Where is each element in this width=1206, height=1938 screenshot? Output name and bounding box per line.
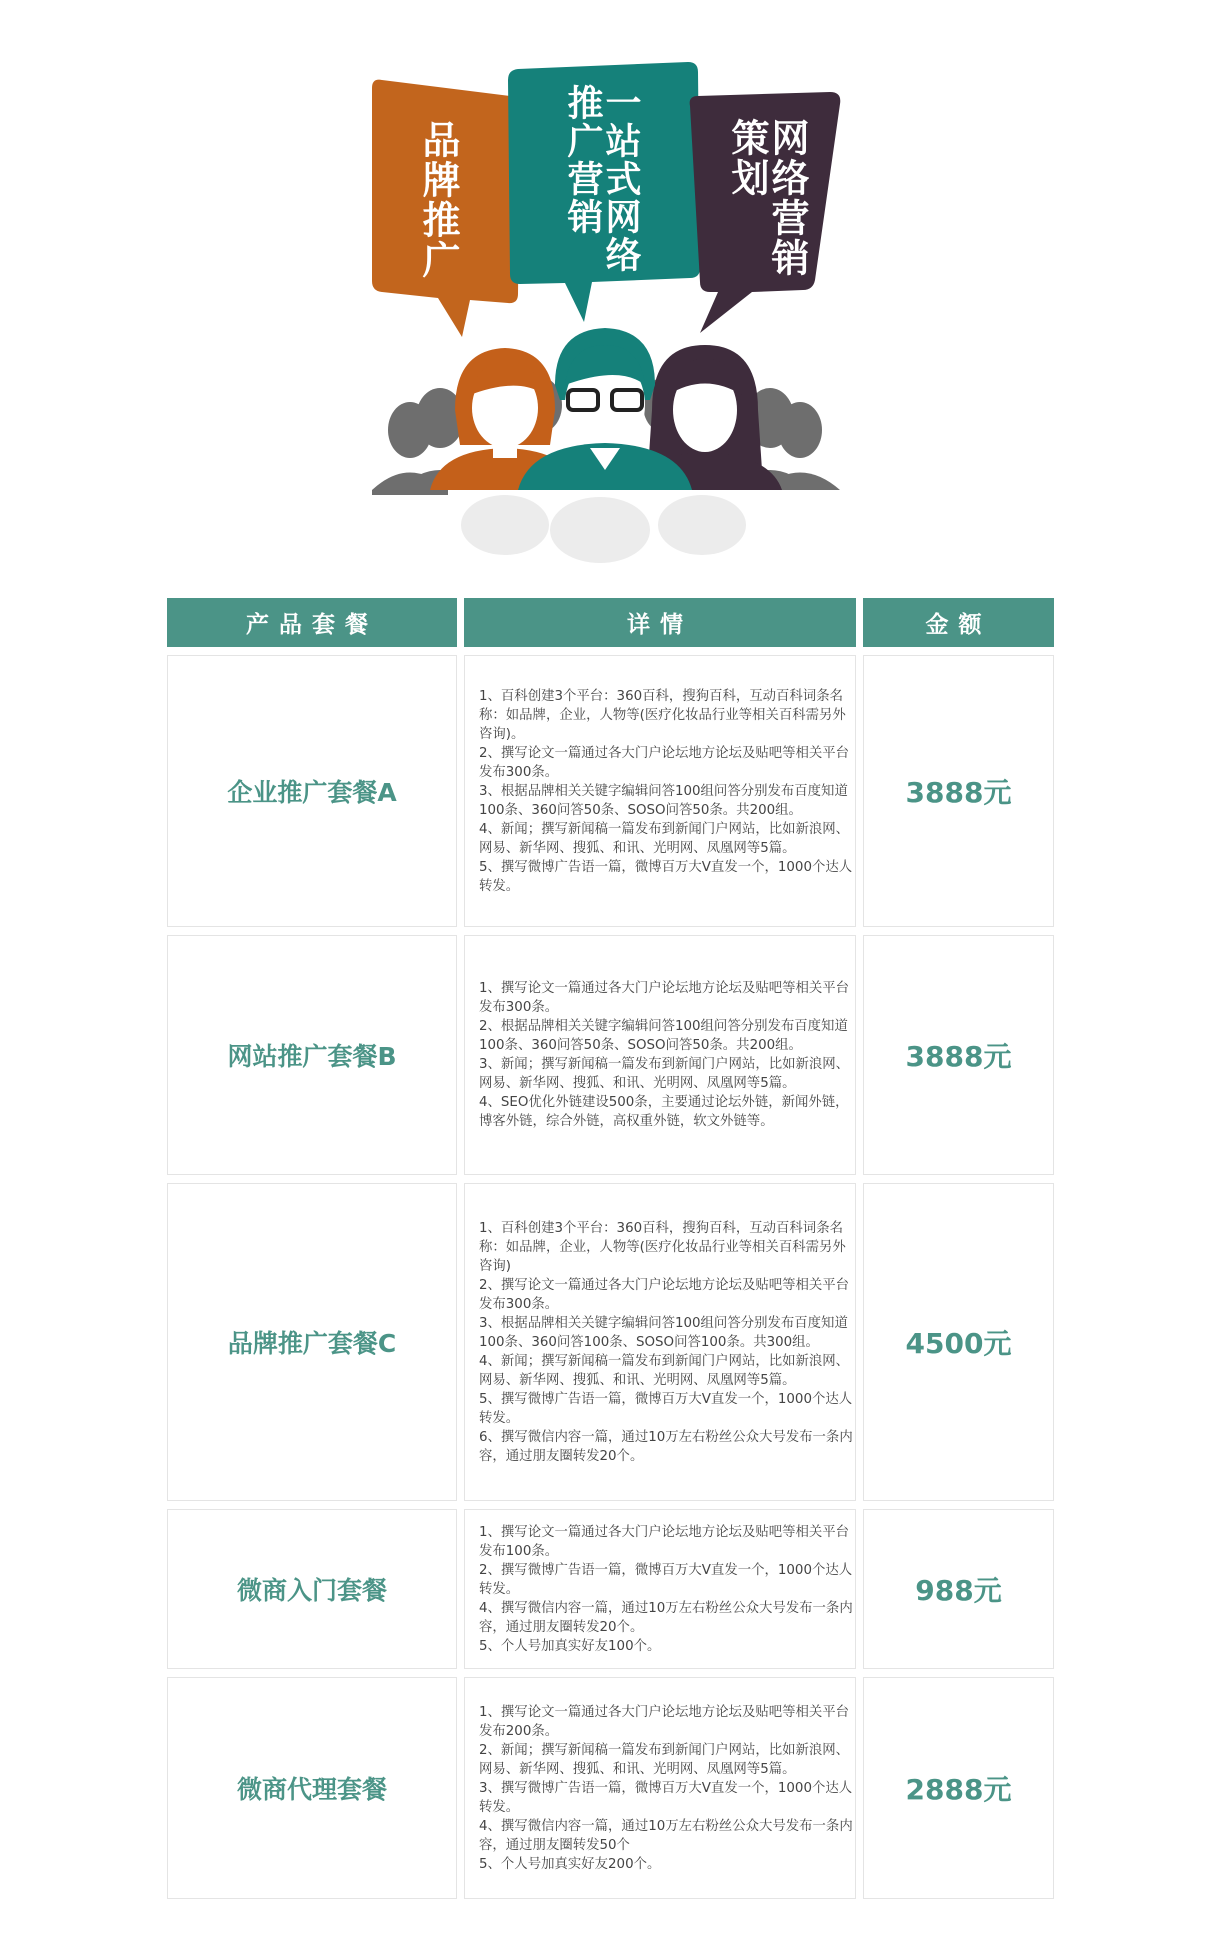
package-table	[167, 598, 1054, 1907]
bubble-one-stop-marketing: 一站式网络推广营销	[562, 84, 641, 274]
table-row	[167, 1509, 1054, 1669]
detail-item: 1、百科创建3个平台：360百科，搜狗百科，互动百科词条名称：如品牌，企业，人物等(医疗化妆品行业等相关百科需另外咨询)。	[479, 688, 846, 742]
detail-item: 1、撰写论文一篇通过各大门户论坛地方论坛及贴吧等相关平台发布200条。	[479, 1704, 850, 1739]
package-price: 3888元	[863, 655, 1054, 927]
bubble-online-marketing-planning: 网络营销策划	[725, 118, 809, 278]
header-product-package: 产品套餐	[167, 598, 457, 647]
detail-item: 5、撰写微博广告语一篇，微博百万大V直发一个，1000个达人转发。	[479, 1391, 853, 1426]
package-price: 2888元	[863, 1677, 1054, 1899]
detail-item: 3、根据品牌相关关键字编辑问答100组问答分别发布百度知道100条、360问答50条、SOSO问答50条。共200组。	[479, 783, 848, 818]
header-details: 详情	[464, 598, 856, 647]
table-row	[167, 935, 1054, 1175]
detail-item: 2、根据品牌相关关键字编辑问答100组问答分别发布百度知道100条、360问答50条、SOSO问答50条。共200组。	[479, 1019, 848, 1053]
package-details	[464, 1183, 856, 1501]
detail-item: 1、百科创建3个平台：360百科，搜狗百科，互动百科词条名称：如品牌，企业，人物等(医疗化妆品行业等相关百科需另外咨询)	[479, 1220, 846, 1274]
package-details	[464, 655, 856, 927]
package-price: 3888元	[863, 935, 1054, 1175]
detail-item: 4、新闻；撰写新闻稿一篇发布到新闻门户网站，比如新浪网、网易、新华网、搜狐、和讯、光明网、凤凰网等5篇。	[479, 1353, 850, 1388]
detail-item: 3、撰写微博广告语一篇，微博百万大V直发一个，1000个达人转发。	[479, 1780, 853, 1815]
detail-item: 4、撰写微信内容一篇，通过10万左右粉丝公众大号发布一条内容，通过朋友圈转发50个	[479, 1818, 853, 1853]
package-price: 988元	[863, 1509, 1054, 1669]
detail-item: 1、撰写论文一篇通过各大门户论坛地方论坛及贴吧等相关平台发布100条。	[479, 1524, 850, 1559]
package-details	[464, 935, 856, 1175]
table-header	[167, 598, 1054, 647]
detail-item: 5、个人号加真实好友200个。	[479, 1856, 661, 1872]
detail-item: 6、撰写微信内容一篇，通过10万左右粉丝公众大号发布一条内容，通过朋友圈转发20个。	[479, 1429, 853, 1464]
detail-item: 4、撰写微信内容一篇，通过10万左右粉丝公众大号发布一条内容，通过朋友圈转发20个。	[479, 1600, 853, 1635]
detail-item: 2、新闻；撰写新闻稿一篇发布到新闻门户网站，比如新浪网、网易、新华网、搜狐、和讯、光明网、凤凰网等5篇。	[479, 1742, 850, 1777]
detail-item: 5、个人号加真实好友100个。	[479, 1638, 661, 1654]
detail-item: 4、SEO优化外链建设500条，主要通过论坛外链，新闻外链，博客外链，综合外链，高权重外链，软文外链等。	[479, 1095, 849, 1129]
bubble-brand-promotion: 品牌推广	[416, 120, 460, 280]
package-name: 网站推广套餐B	[167, 935, 457, 1175]
table-row	[167, 1677, 1054, 1899]
table-row	[167, 1183, 1054, 1501]
detail-item: 5、撰写微博广告语一篇，微博百万大V直发一个，1000个达人转发。	[479, 859, 853, 894]
detail-item: 4、新闻；撰写新闻稿一篇发布到新闻门户网站，比如新浪网、网易、新华网、搜狐、和讯、光明网、凤凰网等5篇。	[479, 821, 850, 856]
package-details	[464, 1677, 856, 1899]
package-name: 企业推广套餐A	[167, 655, 457, 927]
detail-item: 2、撰写论文一篇通过各大门户论坛地方论坛及贴吧等相关平台发布300条。	[479, 745, 850, 780]
package-name: 微商入门套餐	[167, 1509, 457, 1669]
detail-item: 3、新闻；撰写新闻稿一篇发布到新闻门户网站，比如新浪网、网易、新华网、搜狐、和讯、光明网、凤凰网等5篇。	[479, 1057, 850, 1091]
package-name: 品牌推广套餐C	[167, 1183, 457, 1501]
package-price: 4500元	[863, 1183, 1054, 1501]
hero-illustration	[0, 0, 1206, 570]
package-name: 微商代理套餐	[167, 1677, 457, 1899]
detail-item: 3、根据品牌相关关键字编辑问答100组问答分别发布百度知道100条、360问答100条、SOSO问答100条。共300组。	[479, 1315, 848, 1350]
detail-item: 2、撰写论文一篇通过各大门户论坛地方论坛及贴吧等相关平台发布300条。	[479, 1277, 850, 1312]
header-price: 金额	[863, 598, 1054, 647]
detail-item: 2、撰写微博广告语一篇，微博百万大V直发一个，1000个达人转发。	[479, 1562, 853, 1597]
package-details	[464, 1509, 856, 1669]
table-row	[167, 655, 1054, 927]
detail-item: 1、撰写论文一篇通过各大门户论坛地方论坛及贴吧等相关平台发布300条。	[479, 981, 850, 1015]
